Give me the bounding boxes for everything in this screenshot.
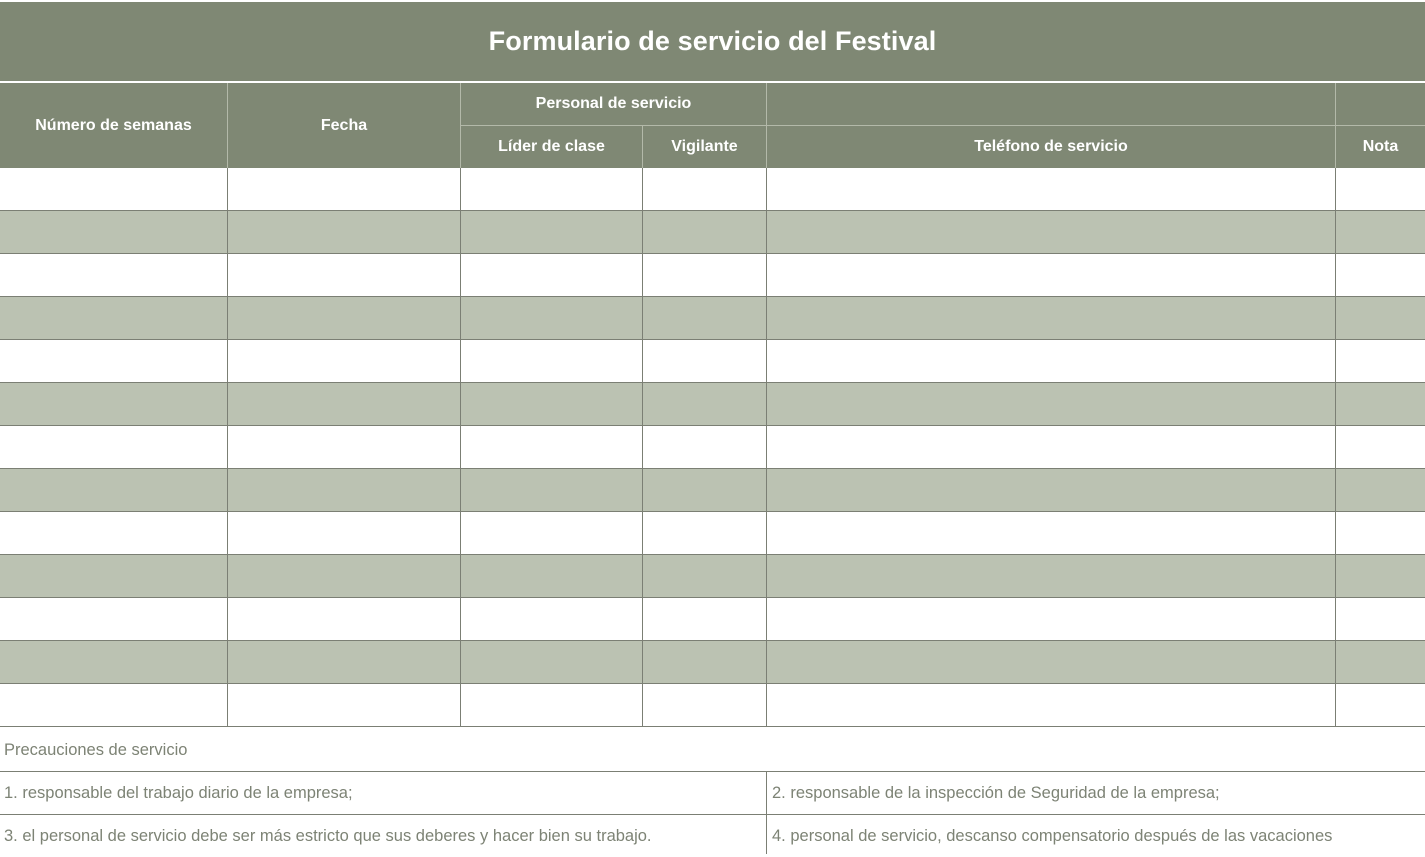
table-cell-note[interactable]	[1336, 211, 1425, 254]
column-divider	[1335, 469, 1336, 512]
table-cell-date[interactable]	[228, 426, 460, 469]
table-cell-date[interactable]	[228, 641, 460, 684]
table-cell-weeks[interactable]	[0, 426, 227, 469]
column-divider	[1335, 254, 1336, 297]
header-date: Fecha	[320, 116, 368, 134]
table-cell-class-leader[interactable]	[461, 684, 642, 727]
table-cell-note[interactable]	[1336, 512, 1425, 555]
table-cell-note[interactable]	[1336, 297, 1425, 340]
table-cell-phone[interactable]	[767, 555, 1335, 598]
table-cell-guard[interactable]	[643, 641, 766, 684]
table-cell-class-leader[interactable]	[461, 254, 642, 297]
table-cell-phone[interactable]	[767, 598, 1335, 641]
table-cell-weeks[interactable]	[0, 383, 227, 426]
column-divider	[766, 469, 767, 512]
table-cell-phone[interactable]	[767, 297, 1335, 340]
table-cell-class-leader[interactable]	[461, 555, 642, 598]
column-divider	[642, 641, 643, 684]
table-row	[0, 555, 1425, 598]
table-cell-date[interactable]	[228, 469, 460, 512]
header-class-leader: Líder de clase	[498, 138, 605, 155]
column-divider	[227, 684, 228, 727]
table-cell-note[interactable]	[1336, 340, 1425, 383]
header-note: Nota	[1362, 138, 1399, 155]
table-row	[0, 383, 1425, 426]
table-cell-note[interactable]	[1336, 383, 1425, 426]
precaution-item-1: 1. responsable del trabajo diario de la empresa;	[4, 783, 353, 802]
precautions-row	[0, 772, 1425, 815]
table-row	[0, 297, 1425, 340]
column-divider	[1335, 641, 1336, 684]
column-divider	[227, 254, 228, 297]
table-cell-guard[interactable]	[643, 383, 766, 426]
table-cell-weeks[interactable]	[0, 297, 227, 340]
column-divider	[460, 297, 461, 340]
table-cell-guard[interactable]	[643, 512, 766, 555]
column-divider	[460, 469, 461, 512]
header-divider	[461, 125, 1425, 126]
form-title: Formulario de servicio del Festival	[0, 2, 1425, 81]
column-divider	[460, 340, 461, 383]
table-cell-date[interactable]	[228, 297, 460, 340]
table-cell-note[interactable]	[1336, 254, 1425, 297]
column-divider	[766, 254, 767, 297]
table-cell-weeks[interactable]	[0, 254, 227, 297]
column-divider	[766, 512, 767, 555]
table-cell-class-leader[interactable]	[461, 512, 642, 555]
table-cell-phone[interactable]	[767, 684, 1335, 727]
column-divider	[227, 598, 228, 641]
column-divider	[1335, 512, 1336, 555]
table-cell-date[interactable]	[228, 383, 460, 426]
column-divider	[766, 555, 767, 598]
table-cell-phone[interactable]	[767, 426, 1335, 469]
table-row	[0, 512, 1425, 555]
column-divider	[1335, 383, 1336, 426]
table-cell-phone[interactable]	[767, 254, 1335, 297]
table-cell-date[interactable]	[228, 168, 460, 211]
table-cell-class-leader[interactable]	[461, 598, 642, 641]
column-divider	[766, 211, 767, 254]
table-cell-class-leader[interactable]	[461, 297, 642, 340]
table-cell-date[interactable]	[228, 684, 460, 727]
table-cell-weeks[interactable]	[0, 598, 227, 641]
column-divider	[460, 254, 461, 297]
table-row	[0, 426, 1425, 469]
column-divider	[460, 684, 461, 727]
table-cell-class-leader[interactable]	[461, 383, 642, 426]
table-cell-phone[interactable]	[767, 469, 1335, 512]
table-cell-phone[interactable]	[767, 168, 1335, 211]
precautions-row	[0, 815, 1425, 854]
column-divider	[1335, 168, 1336, 211]
table-row	[0, 168, 1425, 211]
note-divider	[766, 815, 767, 854]
column-divider	[1335, 211, 1336, 254]
column-divider	[460, 598, 461, 641]
table-row	[0, 211, 1425, 254]
column-divider	[1335, 598, 1336, 641]
column-divider	[766, 297, 767, 340]
column-divider	[460, 555, 461, 598]
column-divider	[642, 684, 643, 727]
table-cell-note[interactable]	[1336, 469, 1425, 512]
column-divider	[766, 598, 767, 641]
table-header	[0, 83, 1425, 168]
table-cell-guard[interactable]	[643, 469, 766, 512]
table-cell-weeks[interactable]	[0, 555, 227, 598]
column-divider	[227, 383, 228, 426]
table-cell-weeks[interactable]	[0, 469, 227, 512]
table-cell-note[interactable]	[1336, 426, 1425, 469]
table-cell-class-leader[interactable]	[461, 469, 642, 512]
table-cell-date[interactable]	[228, 598, 460, 641]
table-cell-weeks[interactable]	[0, 684, 227, 727]
table-cell-note[interactable]	[1336, 684, 1425, 727]
table-cell-guard[interactable]	[643, 426, 766, 469]
note-divider	[766, 772, 767, 815]
table-cell-date[interactable]	[228, 340, 460, 383]
column-divider	[227, 512, 228, 555]
table-row	[0, 641, 1425, 684]
table-cell-note[interactable]	[1336, 641, 1425, 684]
table-row	[0, 598, 1425, 641]
column-divider	[460, 211, 461, 254]
column-divider	[766, 383, 767, 426]
precautions-title-row	[0, 729, 1425, 772]
table-cell-guard[interactable]	[643, 168, 766, 211]
column-divider	[766, 641, 767, 684]
column-divider	[460, 168, 461, 211]
column-divider	[1335, 684, 1336, 727]
table-cell-date[interactable]	[228, 254, 460, 297]
column-divider	[766, 168, 767, 211]
table-cell-weeks[interactable]	[0, 168, 227, 211]
header-staff-group: Personal de servicio	[535, 95, 692, 112]
column-divider	[1335, 555, 1336, 598]
table-cell-phone[interactable]	[767, 383, 1335, 426]
header-weeks: Número de semanas	[35, 116, 192, 134]
table-cell-class-leader[interactable]	[461, 340, 642, 383]
table-cell-phone[interactable]	[767, 641, 1335, 684]
table-cell-class-leader[interactable]	[461, 168, 642, 211]
table-cell-guard[interactable]	[643, 598, 766, 641]
column-divider	[1335, 340, 1336, 383]
precaution-item-2: 2. responsable de la inspección de Seguridad de la empresa;	[772, 783, 1220, 802]
table-cell-guard[interactable]	[643, 254, 766, 297]
header-guard: Vigilante	[671, 138, 738, 155]
column-divider	[460, 426, 461, 469]
column-divider	[642, 469, 643, 512]
column-divider	[227, 555, 228, 598]
column-divider	[227, 168, 228, 211]
header-divider	[642, 125, 643, 168]
table-row	[0, 469, 1425, 512]
precaution-item-3: 3. el personal de servicio debe ser más estricto que sus deberes y hacer bien su trabajo.	[4, 826, 652, 845]
column-divider	[1335, 426, 1336, 469]
column-divider	[227, 211, 228, 254]
column-divider	[642, 512, 643, 555]
column-divider	[642, 383, 643, 426]
column-divider	[642, 426, 643, 469]
column-divider	[1335, 297, 1336, 340]
table-cell-guard[interactable]	[643, 297, 766, 340]
column-divider	[642, 297, 643, 340]
column-divider	[642, 211, 643, 254]
column-divider	[642, 340, 643, 383]
column-divider	[642, 598, 643, 641]
table-cell-phone[interactable]	[767, 512, 1335, 555]
table-cell-class-leader[interactable]	[461, 426, 642, 469]
table-cell-class-leader[interactable]	[461, 641, 642, 684]
table-row	[0, 254, 1425, 297]
table-cell-weeks[interactable]	[0, 340, 227, 383]
column-divider	[766, 426, 767, 469]
column-divider	[766, 684, 767, 727]
table-cell-date[interactable]	[228, 555, 460, 598]
table-cell-guard[interactable]	[643, 211, 766, 254]
column-divider	[642, 555, 643, 598]
column-divider	[460, 512, 461, 555]
table-cell-date[interactable]	[228, 512, 460, 555]
table-cell-guard[interactable]	[643, 340, 766, 383]
table-cell-phone[interactable]	[767, 340, 1335, 383]
header-phone: Teléfono de servicio	[974, 138, 1128, 155]
table-row	[0, 340, 1425, 383]
table-cell-note[interactable]	[1336, 555, 1425, 598]
table-cell-guard[interactable]	[643, 684, 766, 727]
column-divider	[642, 168, 643, 211]
table-cell-note[interactable]	[1336, 598, 1425, 641]
header-divider	[227, 83, 228, 168]
column-divider	[642, 254, 643, 297]
precaution-item-4: 4. personal de servicio, descanso compensatorio después de las vacaciones	[772, 826, 1333, 845]
table-cell-guard[interactable]	[643, 555, 766, 598]
column-divider	[766, 340, 767, 383]
column-divider	[227, 426, 228, 469]
table-cell-weeks[interactable]	[0, 512, 227, 555]
column-divider	[460, 641, 461, 684]
column-divider	[227, 297, 228, 340]
table-cell-weeks[interactable]	[0, 641, 227, 684]
column-divider	[227, 469, 228, 512]
table-cell-weeks[interactable]	[0, 211, 227, 254]
table-cell-phone[interactable]	[767, 211, 1335, 254]
precautions-title: Precauciones de servicio	[4, 740, 188, 759]
table-cell-note[interactable]	[1336, 168, 1425, 211]
table-cell-class-leader[interactable]	[461, 211, 642, 254]
table-cell-date[interactable]	[228, 211, 460, 254]
column-divider	[227, 641, 228, 684]
column-divider	[460, 383, 461, 426]
column-divider	[227, 340, 228, 383]
table-row	[0, 684, 1425, 727]
